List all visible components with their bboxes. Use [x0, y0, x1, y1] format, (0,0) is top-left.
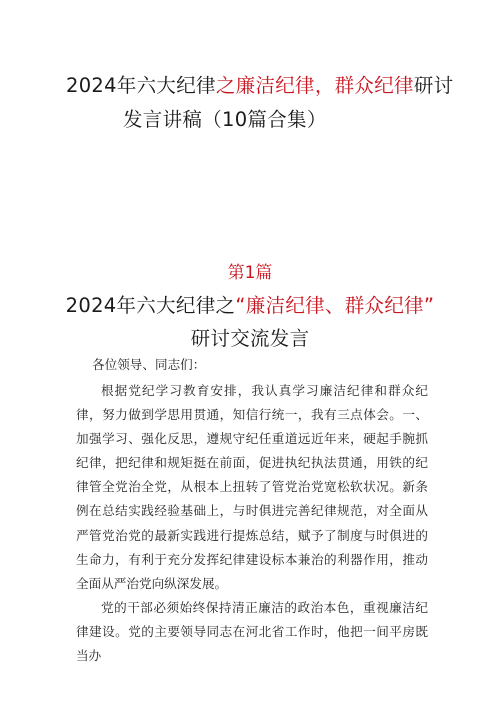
section-heading-line1: [0, 290, 500, 318]
section-heading-prefix: 2024年六大纪律之: [65, 294, 236, 317]
section-number: 第1篇: [227, 263, 273, 283]
document-title-line1: [0, 70, 500, 98]
title-prefix: 2024年六大纪律: [66, 74, 216, 97]
section-heading-line2: 研讨交流发言: [190, 327, 310, 350]
document-title-line2: 发言讲稿（10篇合集）: [123, 108, 327, 131]
section-heading-highlight: “廉洁纪律、群众纪律”: [235, 294, 435, 317]
salutation: 各位领导、同志们：: [92, 357, 206, 372]
body-paragraph: 根据党纪学习教育安排，我认真学习廉洁纪律和群众纪律，努力做到学思用贯通，知信行统一，我有三点体会。一、加强学习、强化反思，遵规守纪任重道远近年来，硬起手腕抓纪律，把纪律和规矩挺在前面，促进执纪执法贯通，用铁的纪律管全党治全党，从根本上扭转了管党治党宽松软状况。新条例在总结实践经验基础上，与时俱进完善纪律规范，对全面从严管党治党的最新实践进行提炼总结，赋予了制度与时俱进的生命力，有利于充分发挥纪律建设标本兼治的利器作用，推动全面从严治党向纵深发展。: [76, 383, 428, 591]
body-paragraph: 党的干部必须始终保持清正廉洁的政治本色，重视廉洁纪律建设。党的主要领导同志在河北省工作时，他把一间平房既当办: [76, 600, 428, 664]
title-suffix: 研讨: [413, 74, 454, 97]
title-highlight: 之廉洁纪律，群众纪律: [215, 74, 414, 97]
